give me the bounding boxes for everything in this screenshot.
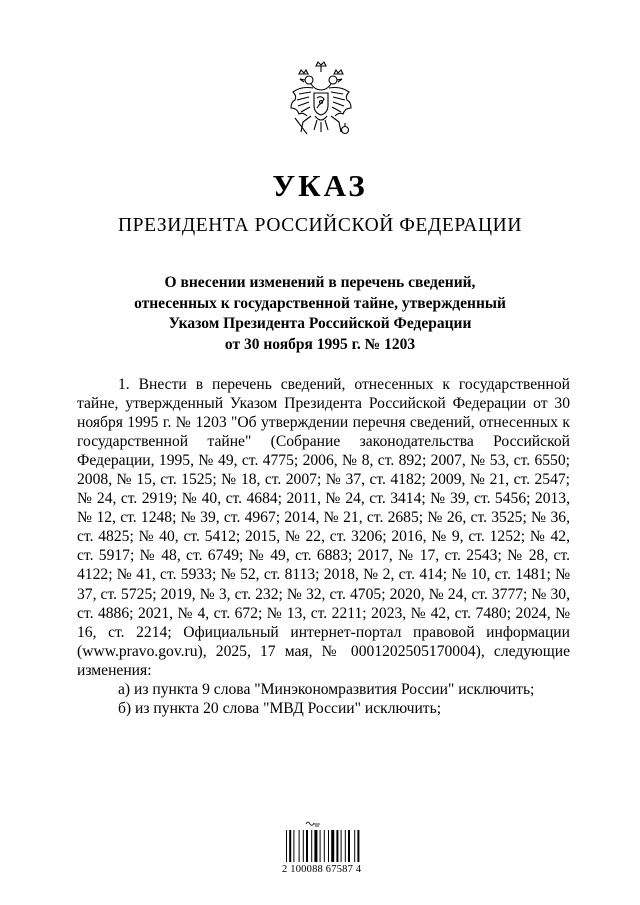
heading-line-3: Указом Президента Российской Федерации [168, 315, 472, 333]
paragraph-1: 1. Внести в перечень сведений, отнесенных к государственной тайне, утвержденный Указом Президента Российской Федерации от 30 ноября 1995 г. № 1203 "Об утверждении перечня сведений, отнесенных к государственной тайне" (Собрание законодательства Российской Федерации, 1995, № 49, ст. 4775; 2006, № 8, ст. 892; 2007, № 53, ст. 6550; 2008, № 15, ст. 1525; № 18, ст. 2007; № 37, ст. 4182; 2009, № 21, ст. 2547; № 24, ст. 2919; № 40, ст. 4684; 2011, № 24, ст. 3414; № 39, ст. 5456; 2013, № 12, ст. 1248; № 39, ст. 4967; 2014, № 21, ст. 2685; № 26, ст. 3525; № 36, ст. 4825; № 40, ст. 5412; 2015, № 22, ст. 3206; 2016, № 9, ст. 1252; № 42, ст. 5917; № 48, ст. 6749; № 49, ст. 6883; 2017, № 17, ст. 2543; № 28, ст. 4122; № 41, ст. 5933; № 52, ст. 8113; 2018, № 2, ст. 414; № 10, ст. 1481; № 37, ст. 5725; 2019, № 3, ст. 232; № 32, ст. 4705; 2020, № 24, ст. 3777; № 30, ст. 4886; 2021, № 4, ст. 672; № 13, ст. 2211; 2023, № 42, ст. 7480; 2024, № 16, ст. 2214; Официальный интернет-портал правовой информации (www.pravo.gov.ru), 2025, 17 мая, № 0001202505170004), следующие изменения: [77, 376, 570, 679]
barcode-number: 2 100088 67587 4 [282, 864, 362, 875]
barcode-icon [284, 820, 366, 864]
document-subtitle: ПРЕЗИДЕНТА РОССИЙСКОЙ ФЕДЕРАЦИИ [117, 215, 523, 236]
decree-body [77, 375, 570, 718]
document-title: УКАЗ [272, 168, 368, 203]
heading-line-2: отнесенных к государственной тайне, утвержденный [134, 294, 506, 312]
item-b: б) из пункта 20 слова "МВД России" исключить; [118, 699, 442, 717]
heading-line-4: от 30 ноября 1995 г. № 1203 [224, 335, 416, 353]
decree-heading [60, 273, 580, 355]
heading-line-1: О внесении изменений в перечень сведений, [164, 274, 476, 291]
coat-of-arms-icon [285, 60, 357, 146]
item-a: а) из пункта 9 слова "Минэкономразвития России" исключить; [118, 680, 535, 698]
